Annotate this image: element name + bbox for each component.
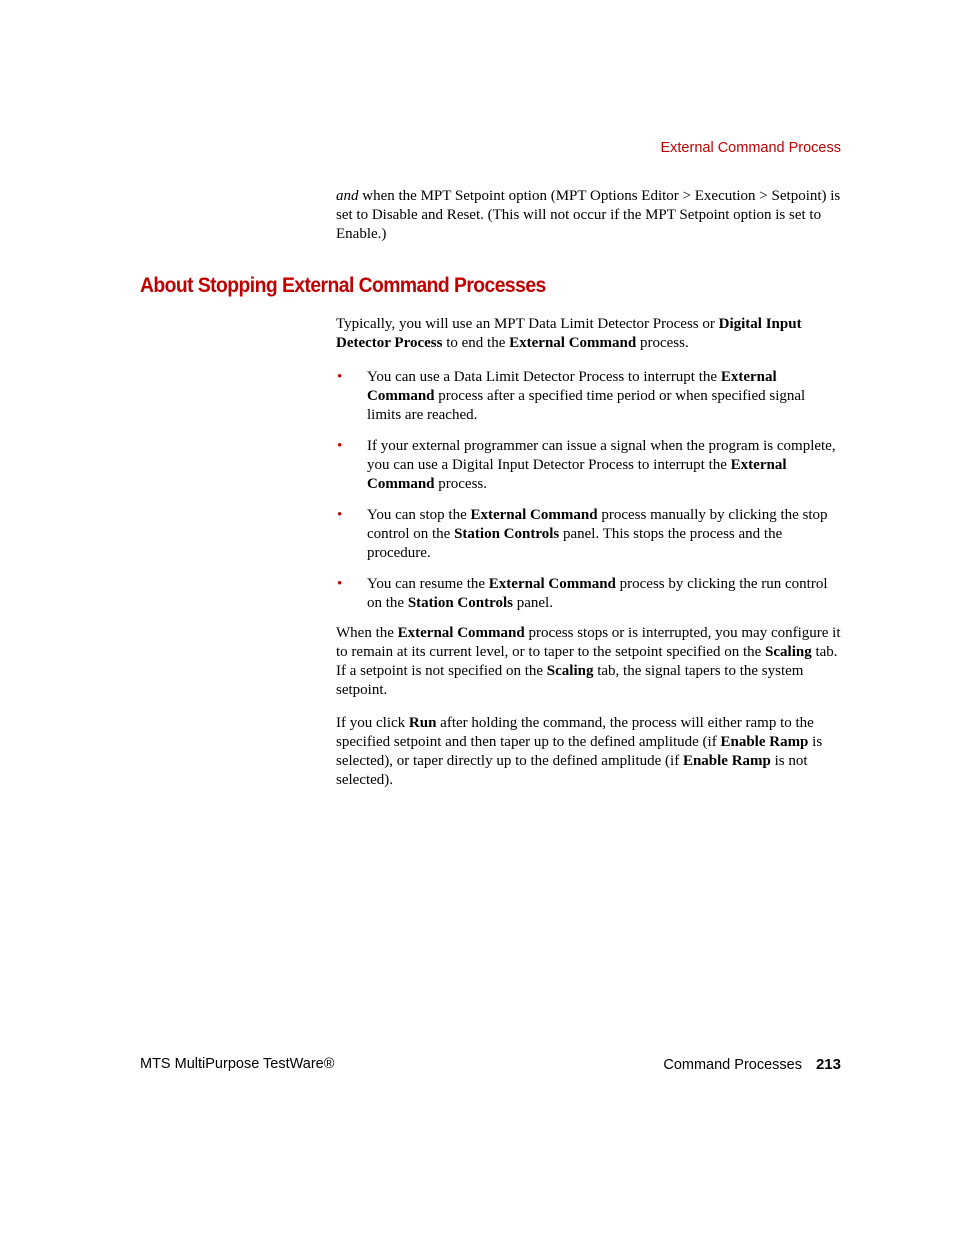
bullet-icon: • [337, 438, 343, 454]
intro-text: when the MPT Setpoint option (MPT Options Editor > Execution > Setpoint) is set to Disable and Reset. (This will not occur if the MPT Setpoint option is set to Enable.) [336, 188, 841, 242]
running-header: External Command Process [660, 140, 841, 156]
bold-term: Station Controls [454, 526, 560, 542]
text-run: to end the [442, 335, 510, 351]
bold-term: External Command [367, 369, 777, 404]
text-run: panel. This stops the process and the procedure. [367, 526, 783, 561]
list-item [336, 437, 842, 494]
paragraph-run [336, 714, 842, 790]
section-heading: About Stopping External Command Processes [140, 274, 546, 297]
text-run: process stops or is interrupted, you may configure it to remain at its current level, or to taper to the setpoint specified on the [336, 625, 841, 660]
text-run: panel. [512, 595, 553, 611]
page-number: 213 [815, 1056, 841, 1073]
text-run: Typically, you will use an MPT Data Limit Detector Process or [336, 316, 719, 332]
list-item [336, 368, 842, 425]
paragraph-intro [336, 315, 842, 353]
text-run: You can stop the [367, 507, 471, 523]
bold-term: Enable Ramp [682, 753, 771, 769]
bold-term: Enable Ramp [720, 734, 809, 750]
text-run: tab, the signal tapers to the system setpoint. [336, 663, 804, 698]
bold-term: External Command [509, 335, 637, 351]
footer-product-name: MTS MultiPurpose TestWare® [140, 1056, 335, 1072]
bullet-icon: • [337, 507, 343, 523]
bullet-list [336, 368, 842, 613]
text-run: process by clicking the run control on the [367, 576, 828, 611]
bold-term: External Command [397, 625, 525, 641]
footer-chapter-title: Command Processes [663, 1057, 802, 1073]
text-run: process. [434, 476, 488, 492]
text-run: is selected), or taper directly up to the defined amplitude (if [336, 734, 823, 769]
text-run: If your external programmer can issue a signal when the program is complete, you can use a Digital Input Detector Process to interrupt the [367, 438, 836, 473]
intro-paragraph [336, 187, 842, 244]
paragraph-interruption [336, 624, 842, 700]
text-run: tab. If a setpoint is not specified on the [336, 644, 838, 679]
bold-term: Station Controls [407, 595, 513, 611]
list-item [336, 575, 842, 613]
text-run: When the [336, 625, 398, 641]
bold-term: Scaling [765, 644, 812, 660]
bullet-icon: • [337, 576, 343, 592]
text-run: You can resume the [367, 576, 489, 592]
bold-term: External Command [367, 457, 787, 492]
footer-chapter [663, 1056, 841, 1073]
bold-term: Run [408, 715, 437, 731]
text-run: process after a specified time period or when specified signal limits are reached. [367, 388, 806, 423]
bold-term: Scaling [546, 663, 594, 679]
text-run: after holding the command, the process will either ramp to the specified setpoint and then taper up to the defined amplitude (if [336, 715, 814, 750]
bold-term: Digital Input Detector Process [336, 316, 802, 351]
text-run: is not selected). [336, 753, 808, 788]
bullet-icon: • [337, 369, 343, 385]
bold-term: External Command [470, 507, 598, 523]
intro-lead-italic: and [336, 188, 359, 204]
text-run: process manually by clicking the stop control on the [367, 507, 828, 542]
text-run: process. [636, 335, 689, 351]
text-run: You can use a Data Limit Detector Process to interrupt the [367, 369, 721, 385]
bold-term: External Command [488, 576, 616, 592]
list-item [336, 506, 842, 563]
text-run: If you click [336, 715, 409, 731]
